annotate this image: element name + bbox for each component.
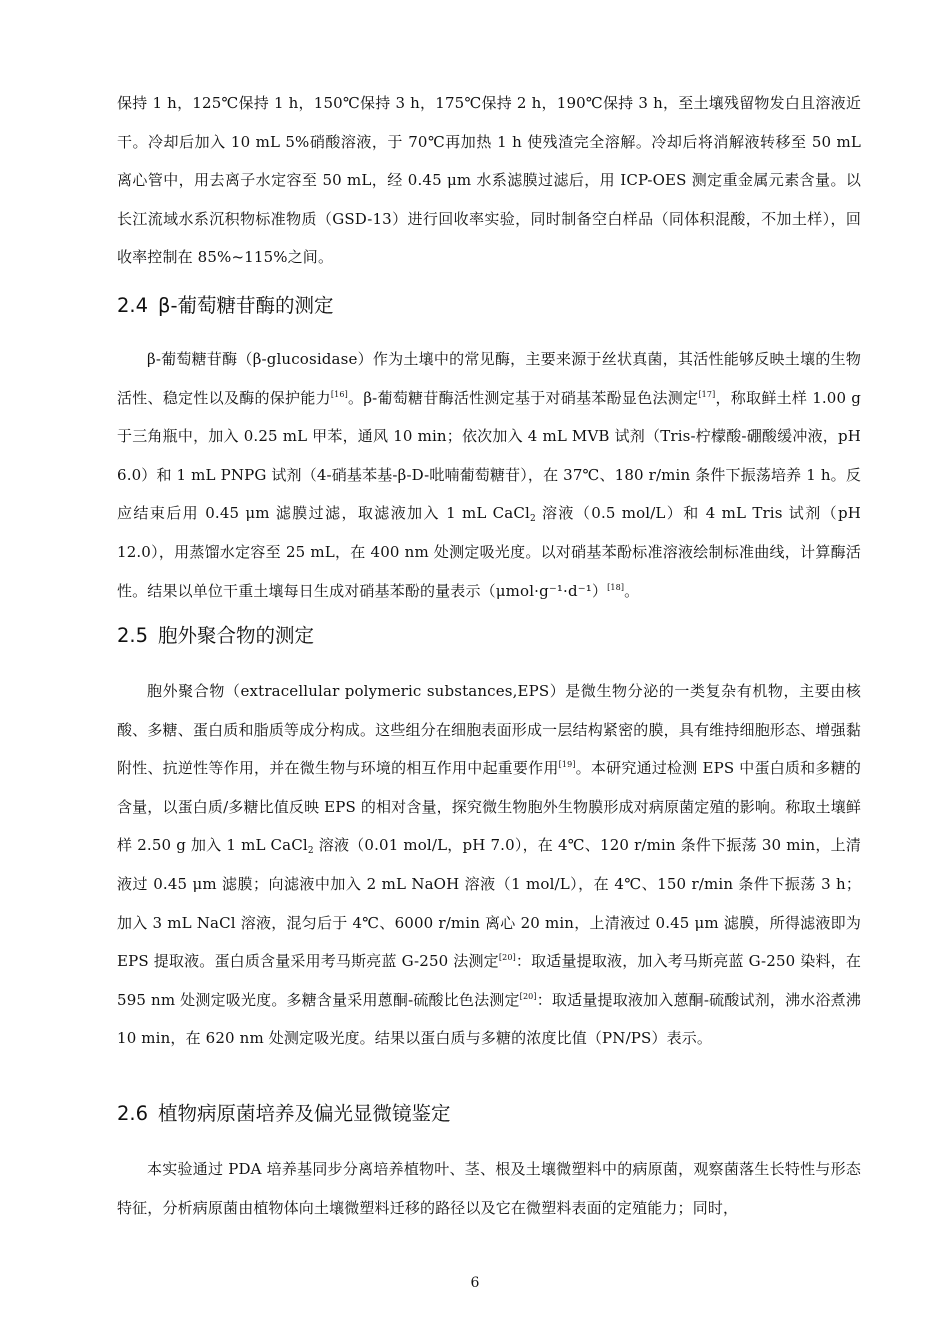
paragraph-text: 保持 1 h，125℃保持 1 h，150℃保持 3 h，175℃保持 2 h，190℃保持 3 h，至土壤残留物发白且溶液近干。冷却后加入 10 mL 5%硝酸溶液，于 70℃再加热 1 h 使残渣完全溶解。冷却后将消解液转移至 50 mL 离心管中，用去离子水定容至 50 mL，经 0.45 μm 水系滤膜过滤后，用 ICP-OES 测定重金属元素含量。以长江流域水系沉积物标准物质（GSD-13）进行回收率实验，同时制备空白样品（同体积混酸，不加土样），回收率控制在 85%~115%之间。 bbox=[117, 94, 861, 267]
section-number: 2.5 bbox=[117, 624, 149, 647]
section-number: 2.4 bbox=[117, 294, 149, 317]
paragraph-text: 。β-葡萄糖苷酶活性测定基于对硝基苯酚显色法测定 bbox=[347, 388, 699, 407]
citation-ref: [20] bbox=[498, 953, 516, 963]
section-heading-2-5 bbox=[117, 622, 861, 650]
paragraph-glucosidase bbox=[117, 340, 861, 610]
page-number: 6 bbox=[470, 1275, 480, 1291]
paragraph-text: ：取适量提取液加入蒽酮-硫酸试剂，沸水浴煮沸 10 min，在 620 nm 处测定吸光度。结果以蛋白质与多糖的浓度比值（PN/PS）表示。 bbox=[117, 990, 861, 1048]
citation-ref: [19] bbox=[558, 760, 576, 770]
paragraph-text: 。本研究通过检测 EPS 中蛋白质和多糖的含量，以蛋白质/多糖比值反映 EPS 的相对含量，探究微生物胞外生物膜形成对病原菌定殖的影响。称取土壤鲜样 2.50 g 加入 1 mL CaCl bbox=[117, 759, 861, 855]
section-title: 胞外聚合物的测定 bbox=[158, 624, 315, 647]
section-heading-2-6 bbox=[117, 1100, 861, 1128]
paragraph-text: 溶液（0.5 mol/L）和 4 mL Tris 试剂（pH 12.0），用蒸馏水定容至 25 mL，在 400 nm 处测定吸光度。以对硝基苯酚标准溶液绘制标准曲线，计算酶活性。结果以单位干重土壤每日生成对硝基苯酚的量表示（μmol·g⁻¹·d⁻¹） bbox=[117, 504, 861, 600]
paragraph-text: 。 bbox=[624, 581, 640, 600]
section-number: 2.6 bbox=[117, 1102, 149, 1125]
paragraph-text: β-葡萄糖苷酶（β-glucosidase）作为土壤中的常见酶，主要来源于丝状真菌，其活性能够反映土壤的生物活性、稳定性以及酶的保护能力 bbox=[117, 350, 861, 407]
section-title: 植物病原菌培养及偏光显微镜鉴定 bbox=[158, 1102, 451, 1125]
citation-ref: [17] bbox=[698, 389, 716, 399]
paragraph-pathogen-culture bbox=[117, 1150, 861, 1227]
paragraph-digestion-method bbox=[117, 84, 861, 277]
paragraph-text: ，称取鲜土样 1.00 g 于三角瓶中，加入 0.25 mL 甲苯，通风 10 min；依次加入 4 mL MVB 试剂（Tris-柠檬酸-硼酸缓冲液，pH 6.0）和 1 mL PNPG 试剂（4-硝基苯基-β-D-吡喃葡萄糖苷），在 37℃、180 r/min 条件下振荡培养 1 h。反应结束后用 0.45 μm 滤膜过滤，取滤液加入 1 mL CaCl bbox=[117, 388, 861, 523]
paragraph-eps bbox=[117, 672, 861, 1058]
section-title: β-葡萄糖苷酶的测定 bbox=[158, 294, 334, 317]
paragraph-text: ：取适量提取液，加入考马斯亮蓝 G-250 染料，在 595 nm 处测定吸光度。多糖含量采用蒽酮-硫酸比色法测定 bbox=[117, 952, 861, 1009]
citation-ref: [20] bbox=[519, 991, 537, 1001]
citation-ref: [18] bbox=[607, 582, 625, 592]
paragraph-text: 胞外聚合物（extracellular polymeric substances,EPS）是微生物分泌的一类复杂有机物，主要由核酸、多糖、蛋白质和脂质等成分构成。这些组分在细胞表面形成一层结构紧密的膜，具有维持细胞形态、增强黏附性、抗逆性等作用，并在微生物与环境的相互作用中起重要作用 bbox=[117, 682, 861, 778]
subscript: 2 bbox=[529, 514, 536, 525]
paragraph-text: 溶液（0.01 mol/L，pH 7.0），在 4℃、120 r/min 条件下振荡 30 min，上清液过 0.45 μm 滤膜；向滤液中加入 2 mL NaOH 溶液（1 mol/L），在 4℃、150 r/min 条件下振荡 3 h；加入 3 mL NaCl 溶液，混匀后于 4℃、6000 r/min 离心 20 min，上清液过 0.45 μm 滤膜，所得滤液即为 EPS 提取液。蛋白质含量采用考马斯亮蓝 G-250 法测定 bbox=[117, 836, 861, 971]
section-heading-2-4 bbox=[117, 292, 861, 320]
paragraph-text: 本实验通过 PDA 培养基同步分离培养植物叶、茎、根及土壤微塑料中的病原菌，观察菌落生长特性与形态特征，分析病原菌由植物体向土壤微塑料迁移的路径以及它在微塑料表面的定殖能力；同时， bbox=[117, 1160, 861, 1217]
subscript: 2 bbox=[307, 846, 314, 857]
citation-ref: [16] bbox=[330, 389, 348, 399]
